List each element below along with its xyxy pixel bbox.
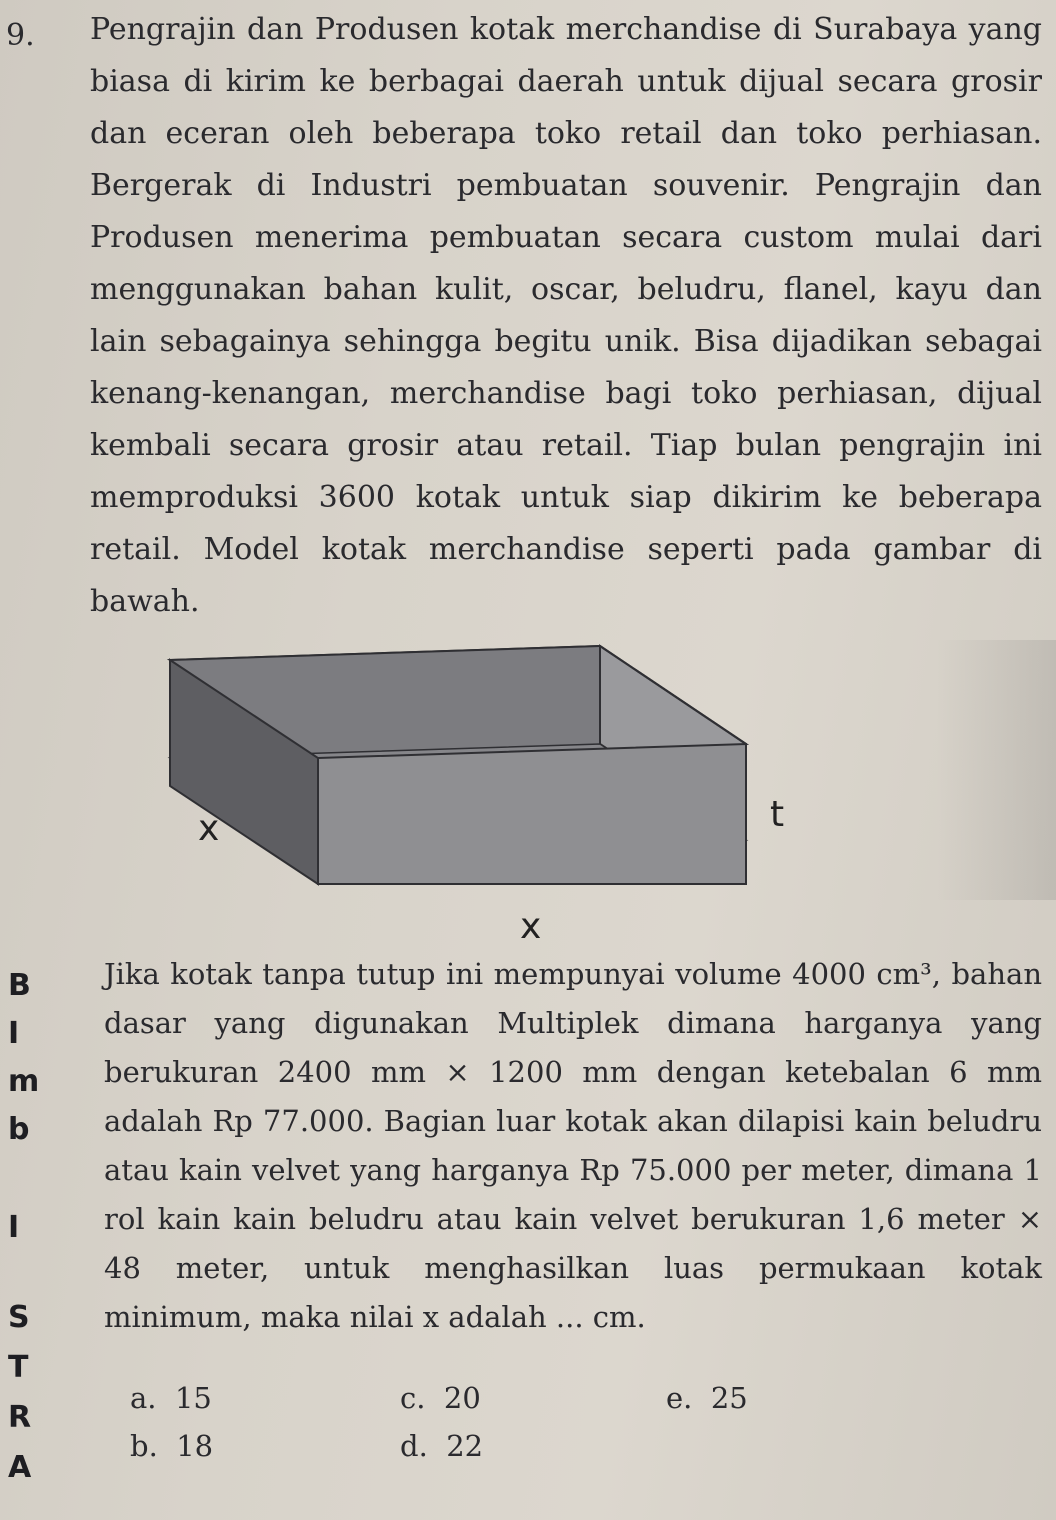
question-paragraph-2: Jika kotak tanpa tutup ini mempunyai volume 4000 cm³, bahan dasar yang digunakan Multiplek dimana harganya yang berukuran 2400 mm × 1200 mm dengan ketebalan 6 mm adalah Rp 77.000. Bagian luar kotak akan dilapisi kain beludru atau kain velvet yang harganya Rp 75.000 per meter, dimana 1 rol kain kain beludru atau kain velvet berukuran 1,6 meter × 48 meter, untuk menghasilkan luas permukaan kotak minimum, maka nilai x adalah ... cm. [104, 957, 1042, 1334]
page-shadow [936, 640, 1056, 900]
choice-a[interactable] [130, 1374, 212, 1422]
choice-e[interactable] [666, 1374, 748, 1422]
choice-value: 25 [710, 1381, 748, 1415]
sidebar-strip [0, 420, 60, 1520]
sidebar-letter: S [8, 1300, 30, 1335]
box-diagram [130, 640, 785, 950]
choice-c[interactable] [400, 1374, 481, 1422]
label-depth-x: x [198, 808, 220, 849]
choice-letter: b. [130, 1429, 158, 1463]
sidebar-letter: b [8, 1112, 30, 1147]
box-front-wall [318, 744, 746, 884]
sidebar-letter: A [8, 1450, 32, 1485]
question-paragraph: Pengrajin dan Produsen kotak merchandise di Surabaya yang biasa di kirim ke berbagai daerah untuk dijual secara grosir dan eceran oleh beberapa toko retail dan toko perhiasan. Bergerak di Industri pembuatan souvenir. Pengrajin dan Produsen menerima pembuatan secara custom mulai dari menggunakan bahan kulit, oscar, beludru, flanel, kayu dan lain sebagainya sehingga begitu unik. Bisa dijadikan sebagai kenang-kenangan, merchandise bagi toko perhiasan, dijual kembali secara grosir atau retail. Tiap bulan pengrajin ini memproduksi 3600 kotak untuk siap dikirim ke beberapa retail. Model kotak merchandise seperti pada gambar di bawah. [90, 12, 1042, 619]
label-height-t: t [770, 794, 785, 835]
open-box-figure [130, 640, 785, 950]
choice-letter: d. [400, 1429, 428, 1463]
choice-value: 20 [443, 1381, 481, 1415]
choice-value: 18 [176, 1429, 214, 1463]
choice-letter: c. [400, 1381, 426, 1415]
choice-b[interactable] [130, 1422, 213, 1470]
choice-letter: e. [666, 1381, 693, 1415]
question-number: 9. [6, 18, 35, 53]
choice-letter: a. [130, 1381, 157, 1415]
choice-value: 15 [174, 1381, 212, 1415]
sidebar-letter: R [8, 1400, 32, 1435]
sidebar-letter: m [8, 1064, 40, 1099]
label-width-x: x [520, 906, 542, 947]
choice-value: 22 [446, 1429, 484, 1463]
sidebar-letter: I [8, 1210, 20, 1245]
sidebar-letter: B [8, 968, 31, 1003]
sidebar-letter: I [8, 1016, 20, 1051]
choice-d[interactable] [400, 1422, 483, 1470]
sidebar-letter: T [8, 1350, 29, 1385]
